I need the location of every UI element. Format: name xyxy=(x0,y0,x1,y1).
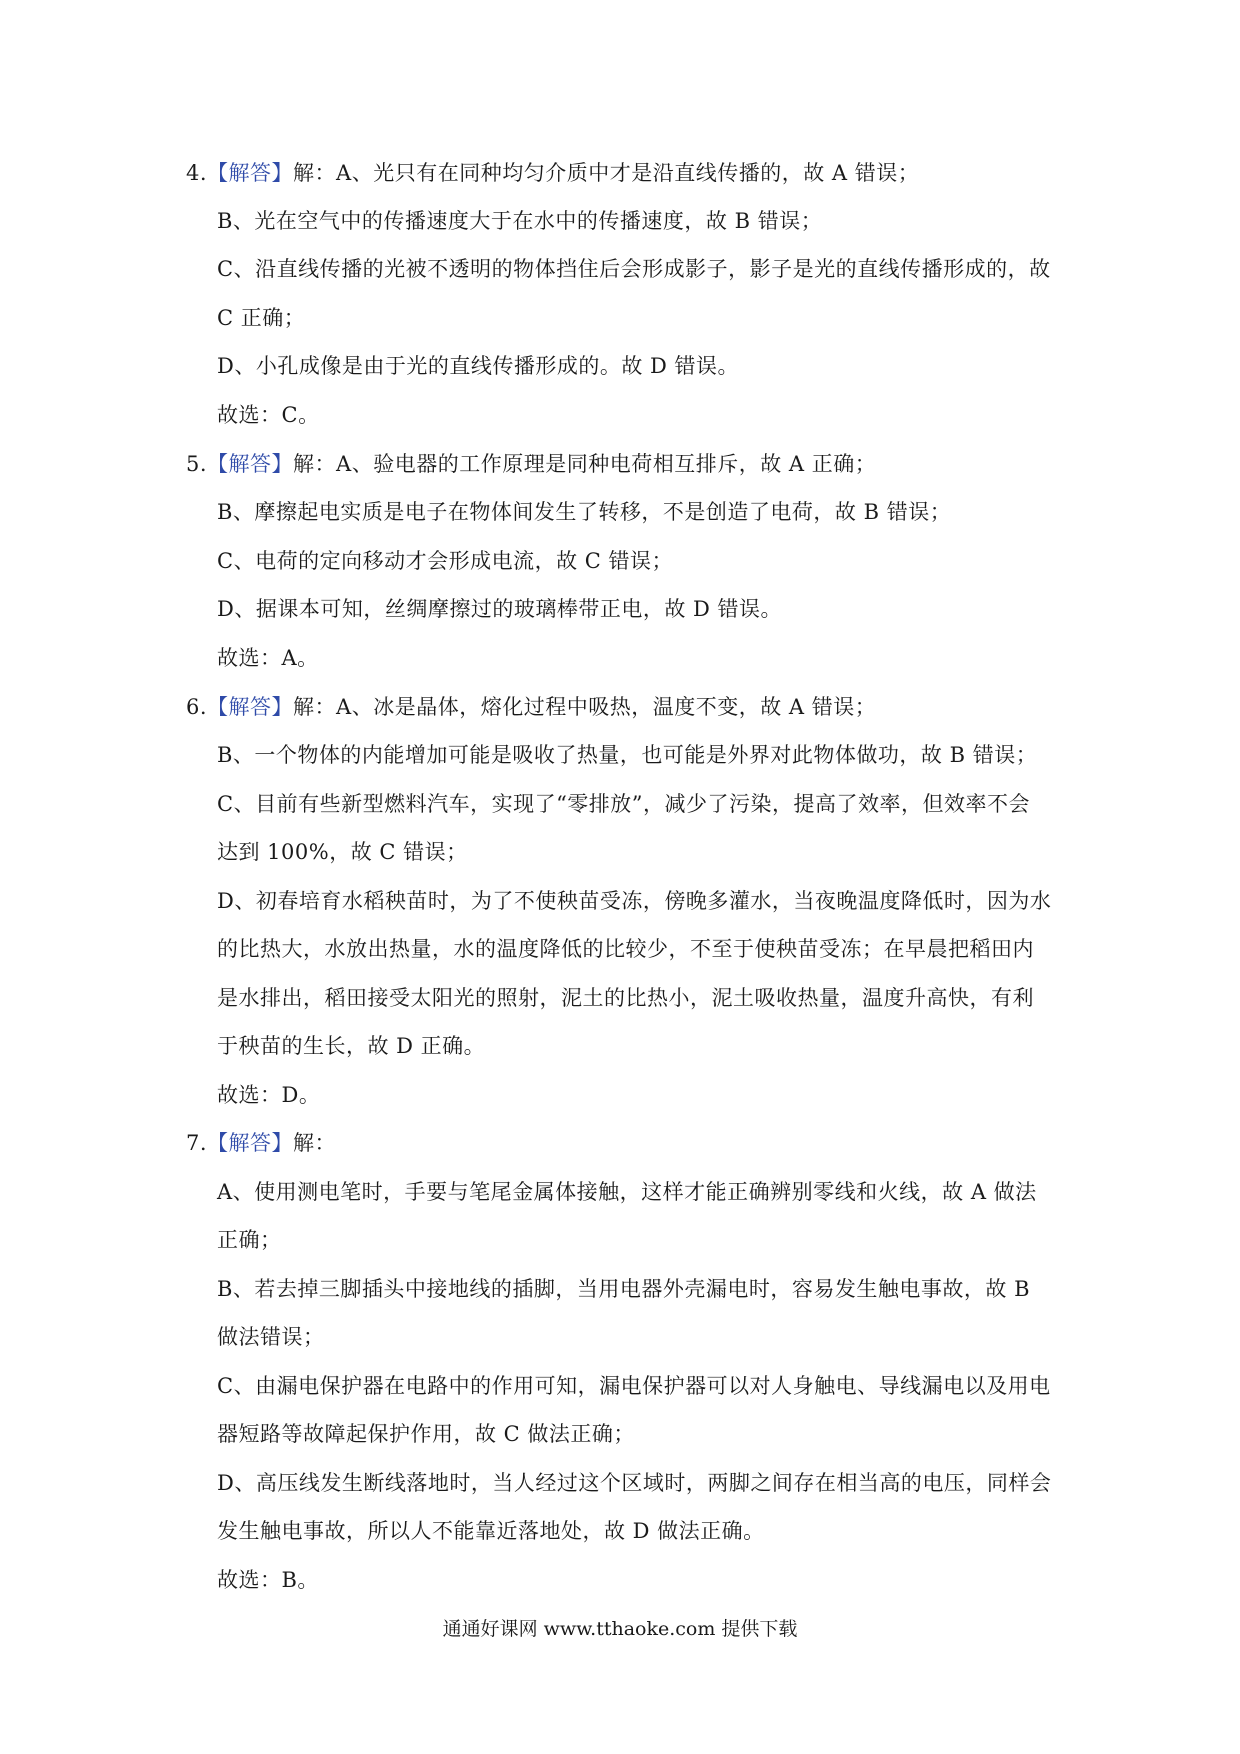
answer-4-line-2: C、沿直线传播的光被不透明的物体挡住后会形成影子，影子是光的直线传播形成的，故 xyxy=(217,257,1051,281)
answer-7-line-2: 正确； xyxy=(217,1228,282,1252)
answer-tag: 【解答】 xyxy=(207,161,294,185)
answer-7-line-7: D、高压线发生断线落地时，当人经过这个区域时，两脚之间存在相当高的电压，同样会 xyxy=(217,1471,1052,1495)
answer-7-line-4: 做法错误； xyxy=(217,1325,325,1349)
answer-6-heading xyxy=(186,692,876,722)
answer-lead: 解：A、光只有在同种均匀介质中才是沿直线传播的，故 A 错误； xyxy=(293,161,920,185)
answer-5-line-2: C、电荷的定向移动才会形成电流，故 C 错误； xyxy=(217,549,673,573)
answer-5-choice: 故选：A。 xyxy=(217,646,319,670)
answer-7-heading xyxy=(186,1128,336,1158)
answer-7-line-1: A、使用测电笔时，手要与笔尾金属体接触，这样才能正确辨别零线和火线，故 A 做法 xyxy=(217,1180,1037,1204)
answer-7-line-3: B、若去掉三脚插头中接地线的插脚，当用电器外壳漏电时，容易发生触电事故，故 B xyxy=(217,1277,1031,1301)
item-number: 6. xyxy=(186,695,208,719)
page-footer: 通通好课网 www.tthaoke.com 提供下载 xyxy=(442,1618,798,1640)
answer-tag: 【解答】 xyxy=(207,695,294,719)
answer-5-heading xyxy=(186,449,876,479)
answer-tag: 【解答】 xyxy=(207,452,294,476)
answer-5-line-3: D、据课本可知，丝绸摩擦过的玻璃棒带正电，故 D 错误。 xyxy=(217,597,783,621)
answer-4-heading xyxy=(186,158,919,188)
item-number: 5. xyxy=(186,452,208,476)
answer-6-line-2: C、目前有些新型燃料汽车，实现了“零排放”，减少了污染，提高了效率，但效率不会 xyxy=(217,792,1031,816)
answer-6-line-1: B、一个物体的内能增加可能是吸收了热量，也可能是外界对此物体做功，故 B 错误； xyxy=(217,743,1038,767)
answer-4-choice: 故选：C。 xyxy=(217,403,320,427)
answer-tag: 【解答】 xyxy=(207,1131,294,1155)
answer-4-line-1: B、光在空气中的传播速度大于在水中的传播速度，故 B 错误； xyxy=(217,209,823,233)
item-number: 4. xyxy=(186,161,208,185)
answer-7-line-8: 发生触电事故，所以人不能靠近落地处，故 D 做法正确。 xyxy=(217,1519,765,1543)
answer-7-line-6: 器短路等故障起保护作用，故 C 做法正确； xyxy=(217,1422,635,1446)
item-number: 7. xyxy=(186,1131,208,1155)
answer-4-line-4: D、小孔成像是由于光的直线传播形成的。故 D 错误。 xyxy=(217,354,740,378)
answer-lead: 解： xyxy=(293,1131,337,1155)
answer-6-choice: 故选：D。 xyxy=(217,1083,321,1107)
answer-6-line-6: 是水排出，稻田接受太阳光的照射，泥土的比热小，泥土吸收热量，温度升高快，有利 xyxy=(217,986,1034,1010)
answer-lead: 解：A、验电器的工作原理是同种电荷相互排斥，故 A 正确； xyxy=(293,452,877,476)
answer-4-line-3: C 正确； xyxy=(217,306,306,330)
answer-6-line-3: 达到 100%，故 C 错误； xyxy=(217,840,468,864)
answer-5-line-1: B、摩擦起电实质是电子在物体间发生了转移，不是创造了电荷，故 B 错误； xyxy=(217,500,952,524)
answer-6-line-4: D、初春培育水稻秧苗时，为了不使秧苗受冻，傍晚多灌水，当夜晚温度降低时，因为水 xyxy=(217,889,1052,913)
answer-6-line-7: 于秧苗的生长，故 D 正确。 xyxy=(217,1034,486,1058)
answer-6-line-5: 的比热大，水放出热量，水的温度降低的比较少，不至于使秧苗受冻；在早晨把稻田内 xyxy=(217,937,1034,961)
answer-lead: 解：A、冰是晶体，熔化过程中吸热，温度不变，故 A 错误； xyxy=(293,695,877,719)
answer-7-line-5: C、由漏电保护器在电路中的作用可知，漏电保护器可以对人身触电、导线漏电以及用电 xyxy=(217,1374,1051,1398)
answer-7-choice: 故选：B。 xyxy=(217,1568,319,1592)
